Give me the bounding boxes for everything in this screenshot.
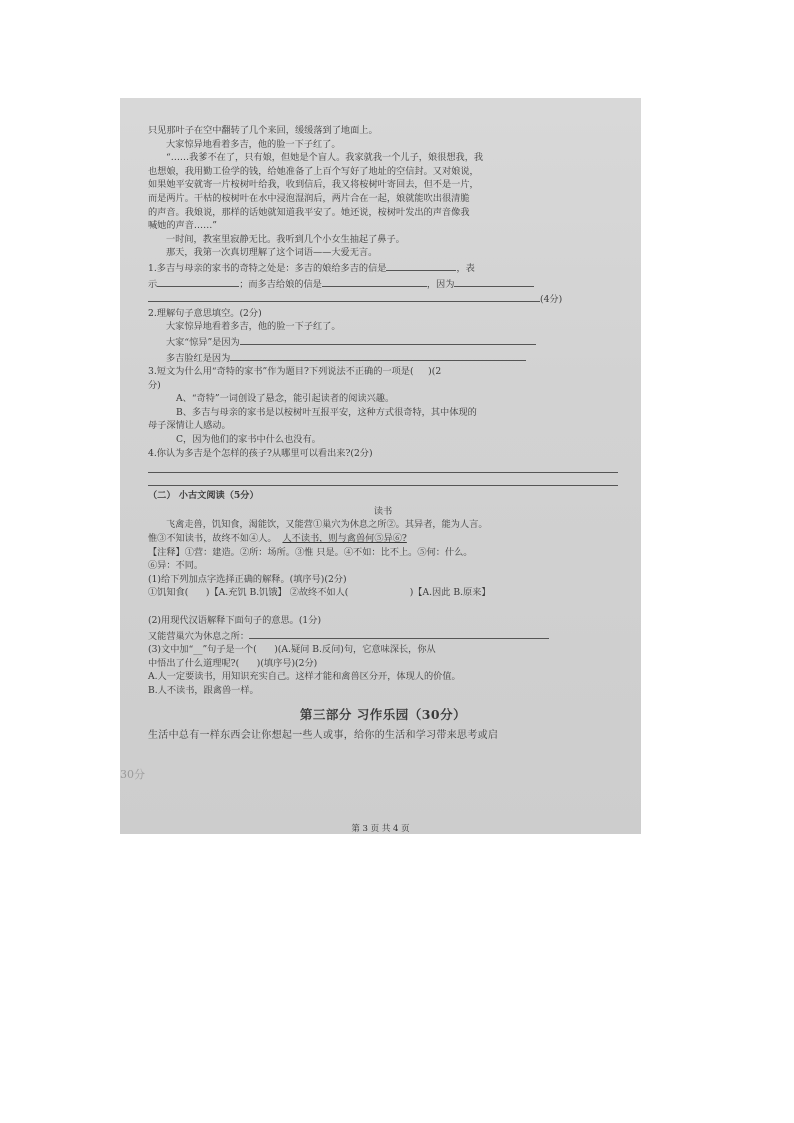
page-content	[148, 124, 618, 743]
passage-line: 大家惊异地看着多吉，他的脸一下子红了。	[166, 138, 341, 150]
question-3-title-cont: 分)	[148, 379, 161, 391]
sub-question-3: (3)文中加“__”句子是一个( )(A.疑问 B.反问)句，它意味深长，你从	[148, 644, 436, 656]
question-3-option-b-cont: 母子深情让人感动。	[148, 420, 231, 432]
passage-line: “……我爹不在了，只有娘，但她是个盲人。我家就我一个儿子，娘很想我，我	[166, 152, 484, 164]
question-3-option-a: A、“奇特”一词创设了悬念，能引起读者的阅读兴趣。	[176, 393, 395, 405]
passage-line: 喊她的声音……”	[148, 220, 218, 232]
underlined-sentence: 人不读书，则与禽兽何⑤异⑥?	[282, 533, 407, 545]
answer-blank[interactable]	[240, 334, 536, 345]
page-footer: 第 3 页 共 4 页	[351, 824, 410, 834]
notes-line: 【注释】①营：建造。②所：场所。③惟 只是。④不如：比不上。⑤何：什么。	[148, 546, 473, 558]
passage-line: 一时间，教室里寂静无比。我听到几个小女生抽起了鼻子。	[166, 233, 405, 245]
passage-line: 也想娘，我用勤工俭学的钱，给她准备了上百个写好了地址的空信封。又对娘说，	[148, 165, 479, 177]
question-3-option-b: B、多吉与母亲的家书是以桉树叶互报平安，这种方式很奇特，其中体现的	[176, 406, 477, 418]
scanned-page-photo	[120, 98, 641, 834]
section-2-title: （二） 小古文阅读（5分）	[148, 490, 259, 502]
sub-question-1-options: ①饥知食( )【A.充饥 B.饥饿】 ②故终不如人( )【A.因此 B.原来】	[148, 587, 491, 599]
sub-question-2-sentence: 又能营巢穴为休息之所：	[148, 628, 618, 644]
answer-line[interactable]	[148, 473, 618, 486]
sub-question-3-option-b: B.人不读书，跟禽兽一样。	[148, 684, 259, 696]
sub-question-1: (1)给下列加点字选择正确的解释。(填序号)(2分)	[148, 573, 347, 585]
essay-prompt: 生活中总有一样东西会让你想起一些人或事，给你的生活和学习带来思考或启	[148, 730, 499, 742]
classical-text-line: 飞禽走兽，饥知食，渴能饮，又能营①巢穴为休息之所②。其异者，能为人言。	[166, 519, 488, 531]
classical-text-line: 惟③不知读书，故终不如④人。 人不读书，则与禽兽何⑤异⑥?	[148, 533, 407, 545]
answer-blank[interactable]	[386, 260, 456, 271]
passage-line: 那天，我第一次真切理解了这个词语——大爱无言。	[166, 247, 378, 259]
question-2-b: 多吉脸红是因为	[148, 350, 618, 366]
question-3-title: 3.短文为什么用“奇特的家书”作为题目?下列说法不正确的一项是( )(2	[148, 366, 442, 378]
margin-score-mark: 30分	[120, 768, 145, 781]
answer-blank[interactable]	[230, 350, 526, 361]
question-1: 1.多吉与母亲的家书的奇特之处是：多吉的娘给多吉的信是 ，表	[148, 260, 618, 276]
passage-line: 只见那叶子在空中翻转了几个来回，缓缓落到了地面上。	[148, 125, 378, 136]
answer-blank[interactable]	[454, 276, 534, 287]
answer-blank[interactable]	[249, 628, 549, 639]
question-2-sentence: 大家惊异地看着多吉，他的脸一下子红了。	[166, 321, 341, 333]
passage-line: 的声音。我娘说，那样的话她就知道我平安了。她还说，桉树叶发出的声音像我	[148, 206, 470, 218]
question-1-cont: 示 ；而多吉给娘的信是 ，因为	[148, 276, 618, 292]
part-3-title: 第三部分 习作乐园（30分）	[299, 706, 467, 722]
notes-line: ⑥异：不同。	[148, 560, 204, 572]
sub-question-2: (2)用现代汉语解释下面句子的意思。(1分)	[148, 615, 322, 626]
passage-line: 而是两片。干枯的桉树叶在水中浸泡湿润后，两片合在一起，娘就能吹出很清脆	[148, 192, 470, 204]
passage-line: 如果她平安就寄一片桉树叶给我，收到信后，我又将桉树叶寄回去，但不是一片，	[148, 179, 479, 191]
question-2-title: 2.理解句子意思填空。(2分)	[148, 307, 262, 319]
answer-blank[interactable]	[157, 276, 239, 287]
sub-question-3-option-a: A.人一定要读书，用知识充实自己。这样才能和禽兽区分开，体现人的价值。	[148, 671, 461, 683]
answer-line[interactable]	[148, 460, 618, 473]
passage-title: 读书	[373, 505, 393, 517]
answer-blank[interactable]	[148, 291, 540, 302]
question-3-option-c: C，因为他们的家书中什么也没有。	[176, 434, 321, 446]
question-1-cont: (4分)	[148, 291, 618, 307]
sub-question-3-cont: 中悟出了什么道理呢?( )(填序号)(2分)	[148, 657, 318, 669]
question-4-title: 4.你认为多吉是个怎样的孩子?从哪里可以看出来?(2分)	[148, 447, 373, 459]
answer-blank[interactable]	[322, 276, 427, 287]
question-2-a: 大家“惊异”是因为	[148, 334, 618, 350]
